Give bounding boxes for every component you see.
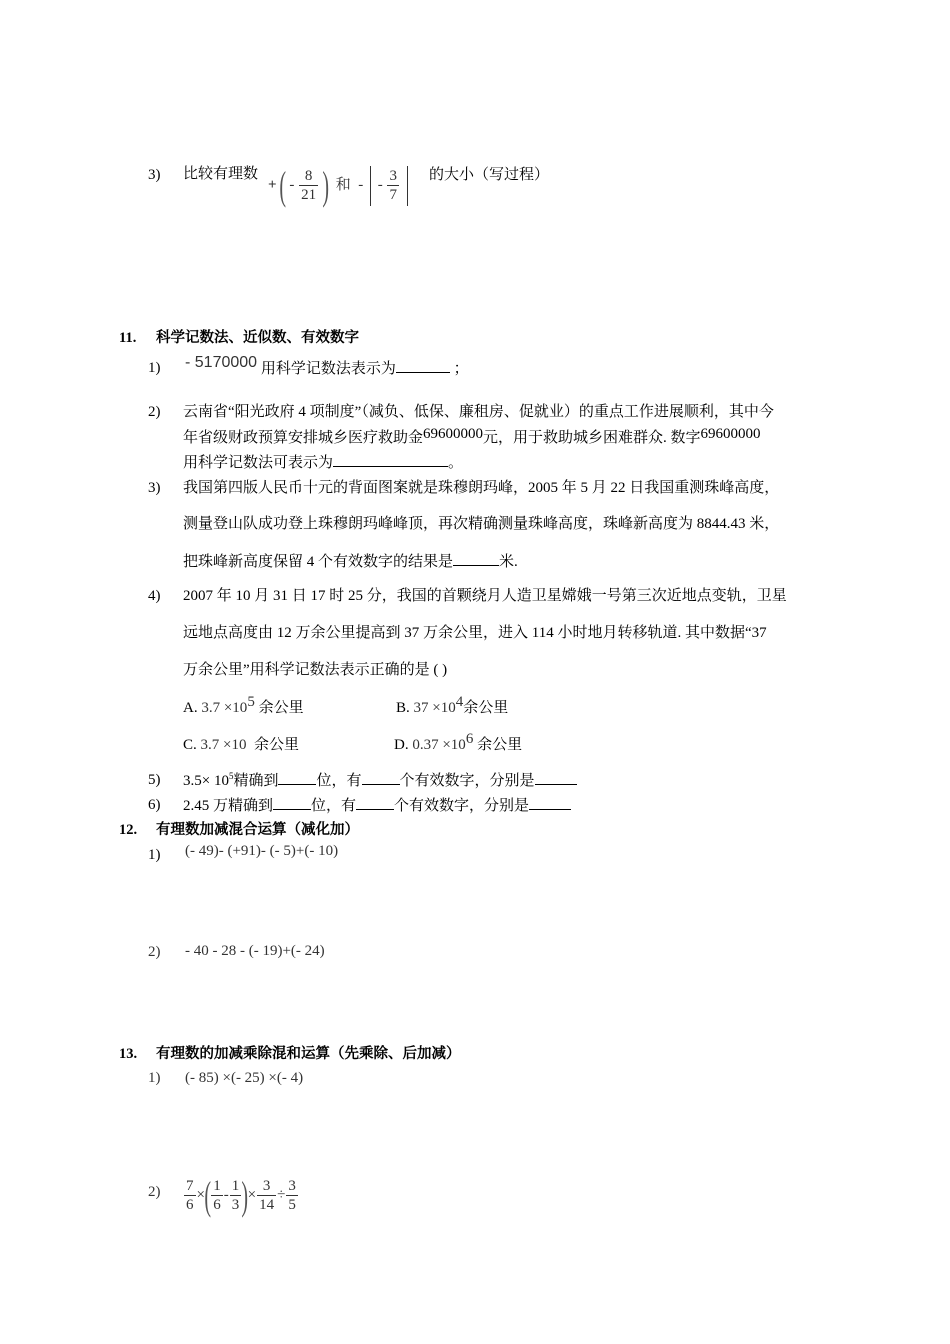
option-value: 3.7 ×10 bbox=[201, 700, 248, 716]
item-number: 1) bbox=[148, 360, 161, 376]
text: 把珠峰新高度保留 4 个有效数字的结果是 bbox=[183, 554, 454, 570]
item-number: 1) bbox=[148, 1070, 161, 1086]
fraction-expression bbox=[183, 1170, 299, 1220]
item-text: 用科学记数法表示为 bbox=[260, 361, 396, 377]
item-number: 4) bbox=[148, 588, 161, 604]
answer-blank bbox=[362, 770, 400, 785]
minus-sign: - bbox=[377, 177, 383, 193]
times-sign: × bbox=[196, 1187, 205, 1203]
option-value: 3.7 ×10 bbox=[200, 737, 247, 753]
divide-sign: ÷ bbox=[277, 1187, 286, 1203]
compare-question bbox=[183, 162, 258, 212]
expression: (- 49)- (+91)- (- 5)+(- 10) bbox=[185, 843, 339, 859]
item-number: 2) bbox=[148, 1184, 161, 1200]
item-4-line-2: 远地点高度由 12 万余公里提高到 37 万余公里，进入 114 小时地月转移轨道. 其中数据“37 bbox=[183, 625, 767, 641]
item-3-line-1: 我国第四版人民币十元的背面图案就是珠穆朗玛峰，2005 年 5 月 22 日我国重测珠峰高度， bbox=[183, 480, 780, 496]
text: 年省级财政预算安排城乡医疗救助金 bbox=[183, 430, 424, 446]
fraction: $\frac{1}{6}$ bbox=[213, 1178, 221, 1214]
item-5-content bbox=[183, 770, 577, 791]
text: 用科学记数法可表示为 bbox=[183, 455, 334, 471]
question-text: 比较有理数 bbox=[183, 166, 259, 182]
item-number: 1) bbox=[148, 847, 161, 863]
exponent: 5 bbox=[247, 694, 255, 710]
section-title: 有理数的加减乘除混和运算（先乘除、后加减） bbox=[156, 1046, 461, 1062]
text: 。 bbox=[448, 455, 464, 471]
option-label: B. bbox=[396, 700, 410, 716]
answer-blank bbox=[273, 795, 311, 810]
option-value: 0.37 ×10 bbox=[412, 737, 466, 753]
value: 69600000 bbox=[423, 426, 484, 442]
option-c bbox=[183, 735, 299, 755]
expression: (- 85) ×(- 25) ×(- 4) bbox=[185, 1070, 304, 1086]
and-word: 和 bbox=[335, 177, 351, 193]
option-d bbox=[394, 731, 523, 755]
answer-blank bbox=[333, 452, 448, 467]
option-unit: 余公里 bbox=[477, 737, 523, 753]
option-label: C. bbox=[183, 737, 197, 753]
item-4-line-1: 2007 年 10 月 31 日 17 时 25 分，我国的首颗绕月人造卫星嫦娥一号第三次近地点变轨，卫星 bbox=[183, 588, 787, 604]
minus-sign: - bbox=[289, 177, 295, 193]
item-2-line-3 bbox=[183, 452, 463, 473]
fraction: $\frac{3}{14}$ bbox=[259, 1178, 275, 1214]
compare-expression bbox=[268, 160, 411, 210]
exponent: 6 bbox=[465, 731, 474, 747]
item-number: 3) bbox=[148, 480, 161, 496]
answer-blank bbox=[453, 551, 499, 566]
abs-bar-left bbox=[370, 166, 371, 206]
exponent: 4 bbox=[455, 694, 464, 710]
option-a bbox=[183, 694, 304, 718]
option-label: D. bbox=[394, 737, 409, 753]
text: 位，有 bbox=[311, 798, 357, 814]
text: 2.45 万精确到 bbox=[183, 798, 274, 814]
fraction-3-7: $\frac{3}{7}$ bbox=[389, 168, 397, 204]
exponent: 5 bbox=[228, 771, 234, 781]
option-unit: 余公里 bbox=[258, 700, 304, 716]
text: 米. bbox=[499, 554, 518, 570]
fraction: $\frac{1}{3}$ bbox=[231, 1178, 240, 1214]
item-number: 2) bbox=[148, 404, 161, 420]
section-title: 科学记数法、近似数、有效数字 bbox=[156, 330, 359, 346]
option-b bbox=[396, 694, 509, 718]
fraction: $\frac{3}{5}$ bbox=[288, 1178, 296, 1214]
minus-sign: - bbox=[358, 177, 364, 193]
option-label: A. bbox=[183, 700, 198, 716]
left-paren: ( bbox=[279, 162, 287, 208]
compare-tail: 的大小（写过程） bbox=[429, 167, 550, 183]
item-number: 5) bbox=[148, 772, 161, 788]
value: 69600000 bbox=[700, 426, 761, 442]
item-2-line-2 bbox=[183, 428, 761, 448]
value: - 5170000 bbox=[185, 354, 258, 371]
plus-sign: + bbox=[268, 177, 277, 193]
times-sign: × bbox=[247, 1187, 257, 1203]
answer-blank bbox=[396, 358, 450, 373]
section-number: 13. bbox=[119, 1046, 138, 1062]
item-number: 2) bbox=[148, 944, 161, 960]
right-paren: ) bbox=[322, 162, 329, 208]
text: 元，用于救助城乡困难群众. 数字 bbox=[483, 430, 701, 446]
fraction: $\frac{7}{6}$ bbox=[186, 1178, 194, 1214]
left-paren: ( bbox=[204, 1172, 211, 1218]
item-3-line-3 bbox=[183, 551, 518, 572]
item-number: 3) bbox=[148, 167, 161, 183]
minus-sign: - bbox=[223, 1187, 229, 1203]
right-paren: ) bbox=[241, 1172, 249, 1218]
item-6-content bbox=[183, 795, 571, 816]
text: 个有效数字，分别是 bbox=[399, 773, 535, 789]
answer-blank bbox=[356, 795, 394, 810]
option-value: 37 ×10 bbox=[413, 700, 456, 716]
option-unit: 余公里 bbox=[463, 700, 509, 716]
answer-blank bbox=[529, 795, 571, 810]
item-3-line-2: 测量登山队成功登上珠穆朗玛峰峰顶，再次精确测量珠峰高度，珠峰新高度为 8844.43 米， bbox=[183, 516, 780, 532]
expression: - 40 - 28 - (- 19)+(- 24) bbox=[185, 943, 325, 959]
section-title: 有理数加减混合运算（减化加） bbox=[156, 822, 359, 838]
item-2-line-1: 云南省“阳光政府 4 项制度”（减负、低保、廉租房、促就业）的重点工作进展顺利，其中今 bbox=[183, 404, 774, 420]
item-1-content bbox=[185, 352, 469, 377]
item-number: 6) bbox=[148, 797, 161, 813]
text: 精确到 bbox=[233, 773, 279, 789]
fraction-8-21: $\frac{8}{21}$ bbox=[301, 168, 317, 204]
section-number: 11. bbox=[119, 330, 137, 346]
text: 位，有 bbox=[316, 773, 362, 789]
abs-bar-right bbox=[407, 166, 408, 206]
option-unit: 余公里 bbox=[253, 737, 299, 753]
item-tail: ； bbox=[453, 361, 469, 377]
text: 3.5× 10 bbox=[183, 773, 229, 789]
item-4-line-3: 万余公里”用科学记数法表示正确的是 ( ) bbox=[183, 662, 448, 678]
answer-blank bbox=[278, 770, 316, 785]
section-number: 12. bbox=[119, 822, 138, 838]
text: 个有效数字，分别是 bbox=[394, 798, 530, 814]
answer-blank bbox=[535, 770, 577, 785]
